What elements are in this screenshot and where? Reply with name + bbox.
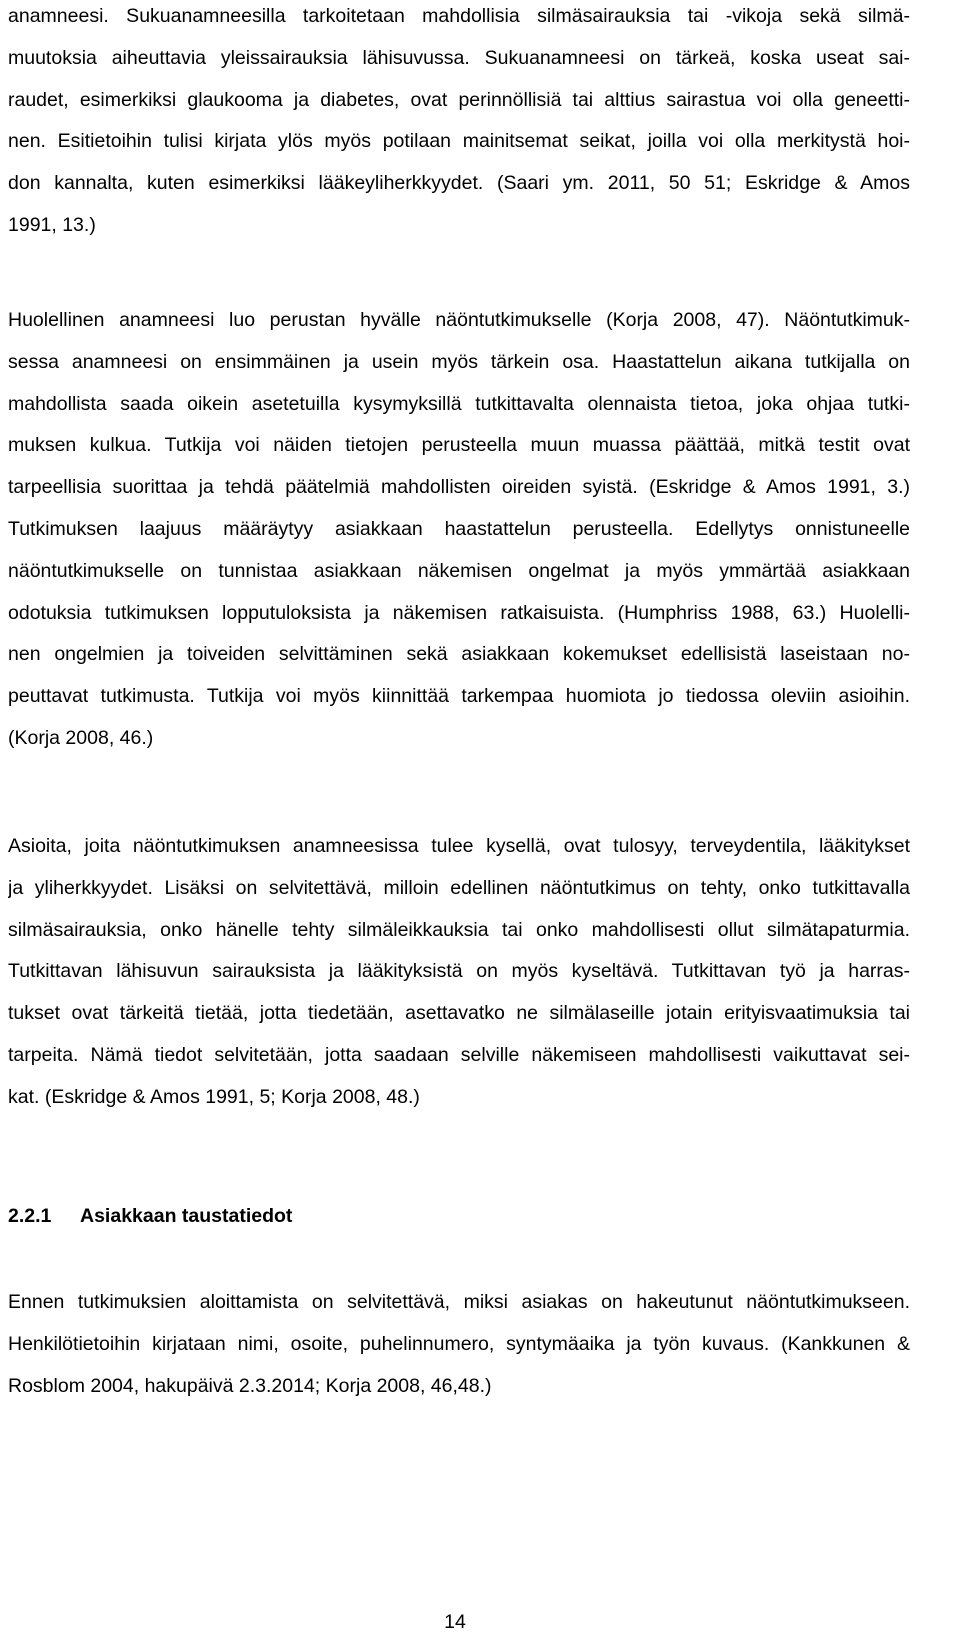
text-line: Huolellinen anamneesi luo perustan hyvälle näöntutkimukselle (Korja 2008, 47). Näöntutkimuk-	[8, 309, 910, 331]
text-line: 1991, 13.)	[8, 213, 96, 236]
text-line: Henkilötietoihin kirjataan nimi, osoite, puhelinnumero, syntymäaika ja työn kuvaus. (Kankkunen &	[8, 1332, 910, 1355]
text-line: raudet, esimerkiksi glaukooma ja diabetes, ovat perinnöllisiä tai alttius sairastua voi olla geneetti-	[8, 88, 910, 111]
text-line: näöntutkimukselle on tunnistaa asiakkaan näkemisen ongelmat ja myös ymmärtää asiakkaan	[8, 559, 910, 582]
text-line: nen ongelmien ja toiveiden selvittäminen sekä asiakkaan kokemukset edellisistä laseistaan no-	[8, 643, 910, 666]
text-line: (Korja 2008, 46.)	[8, 726, 154, 749]
text-line: tarpeellisia suorittaa ja tehdä päätelmiä mahdollisten oireiden syistä. (Eskridge & Amos 1991, 3.)	[8, 476, 910, 499]
text-line: Tutkittavan lähisuvun sairauksista ja lääkityksistä on myös kyseltävä. Tutkittavan työ ja harras-	[8, 960, 910, 983]
section-heading	[8, 1196, 292, 1238]
text-line: nen. Esitietoihin tulisi kirjata ylös myös potilaan mainitsemat seikat, joilla voi olla merkitystä hoi-	[8, 130, 910, 153]
text-line: muksen kulkua. Tutkija voi näiden tietojen perusteella muun muassa päättää, mitkä testit ovat	[8, 434, 910, 457]
text-line: peuttavat tutkimusta. Tutkija voi myös kiinnittää tarkempaa huomiota jo tiedossa oleviin asioihin.	[8, 685, 910, 708]
page-number: 14	[444, 1611, 466, 1633]
text-line: mahdollista saada oikein asetetuilla kysymyksillä tutkittavalta olennaista tietoa, joka ohjaa tutki-	[8, 392, 910, 415]
text-line: Tutkimuksen laajuus määräytyy asiakkaan haastattelun perusteella. Edellytys onnistuneelle	[8, 517, 910, 540]
text-line: don kannalta, kuten esimerkiksi lääkeyliherkkyydet. (Saari ym. 2011, 50 51; Eskridge & Amos	[8, 172, 910, 195]
text-line: odotuksia tutkimuksen lopputuloksista ja näkemisen ratkaisuista. (Humphriss 1988, 63.) Huolelli-	[8, 601, 910, 624]
text-line: anamneesi. Sukuanamneesilla tarkoitetaan mahdollisia silmäsairauksia tai -vikoja sekä silmä-	[8, 5, 910, 27]
paragraph-questions	[8, 826, 910, 1119]
text-line: tukset ovat tärkeitä tietää, jotta tiedetään, asettavatko ne silmälaseille jotain erityisvaatimuksia tai	[8, 1002, 910, 1025]
text-line: kat. (Eskridge & Amos 1991, 5; Korja 2008, 48.)	[8, 1085, 420, 1108]
text-line: Ennen tutkimuksien aloittamista on selvitettävä, miksi asiakas on hakeutunut näöntutkimukseen.	[8, 1291, 910, 1313]
text-line: Rosblom 2004, hakupäivä 2.3.2014; Korja 2008, 46,48.)	[8, 1374, 492, 1397]
text-line: Asioita, joita näöntutkimuksen anamneesissa tulee kysellä, ovat tulosyy, terveydentila, lääkitykset	[8, 835, 910, 857]
text-line: silmäsairauksia, onko hänelle tehty silmäleikkauksia tai onko mahdollisesti ollut silmätapaturmia.	[8, 918, 910, 941]
paragraph-background-info	[8, 1282, 910, 1407]
section-title: Asiakkaan taustatiedot	[80, 1205, 293, 1227]
paragraph-family-history	[8, 0, 910, 247]
text-line: muutoksia aiheuttavia yleissairauksia lähisuvussa. Sukuanamneesi on tärkeä, koska useat sai-	[8, 46, 910, 69]
text-line: ja yliherkkyydet. Lisäksi on selvitettävä, milloin edellinen näöntutkimus on tehty, onko tutkittavalla	[8, 876, 910, 899]
text-line: sessa anamneesi on ensimmäinen ja usein myös tärkein osa. Haastattelun aikana tutkijalla on	[8, 350, 910, 373]
text-line: tarpeita. Nämä tiedot selvitetään, jotta saadaan selville näkemiseen mahdollisesti vaikuttavat sei-	[8, 1043, 910, 1066]
paragraph-careful-anamnesis	[8, 300, 910, 760]
section-number: 2.2.1	[8, 1205, 52, 1227]
